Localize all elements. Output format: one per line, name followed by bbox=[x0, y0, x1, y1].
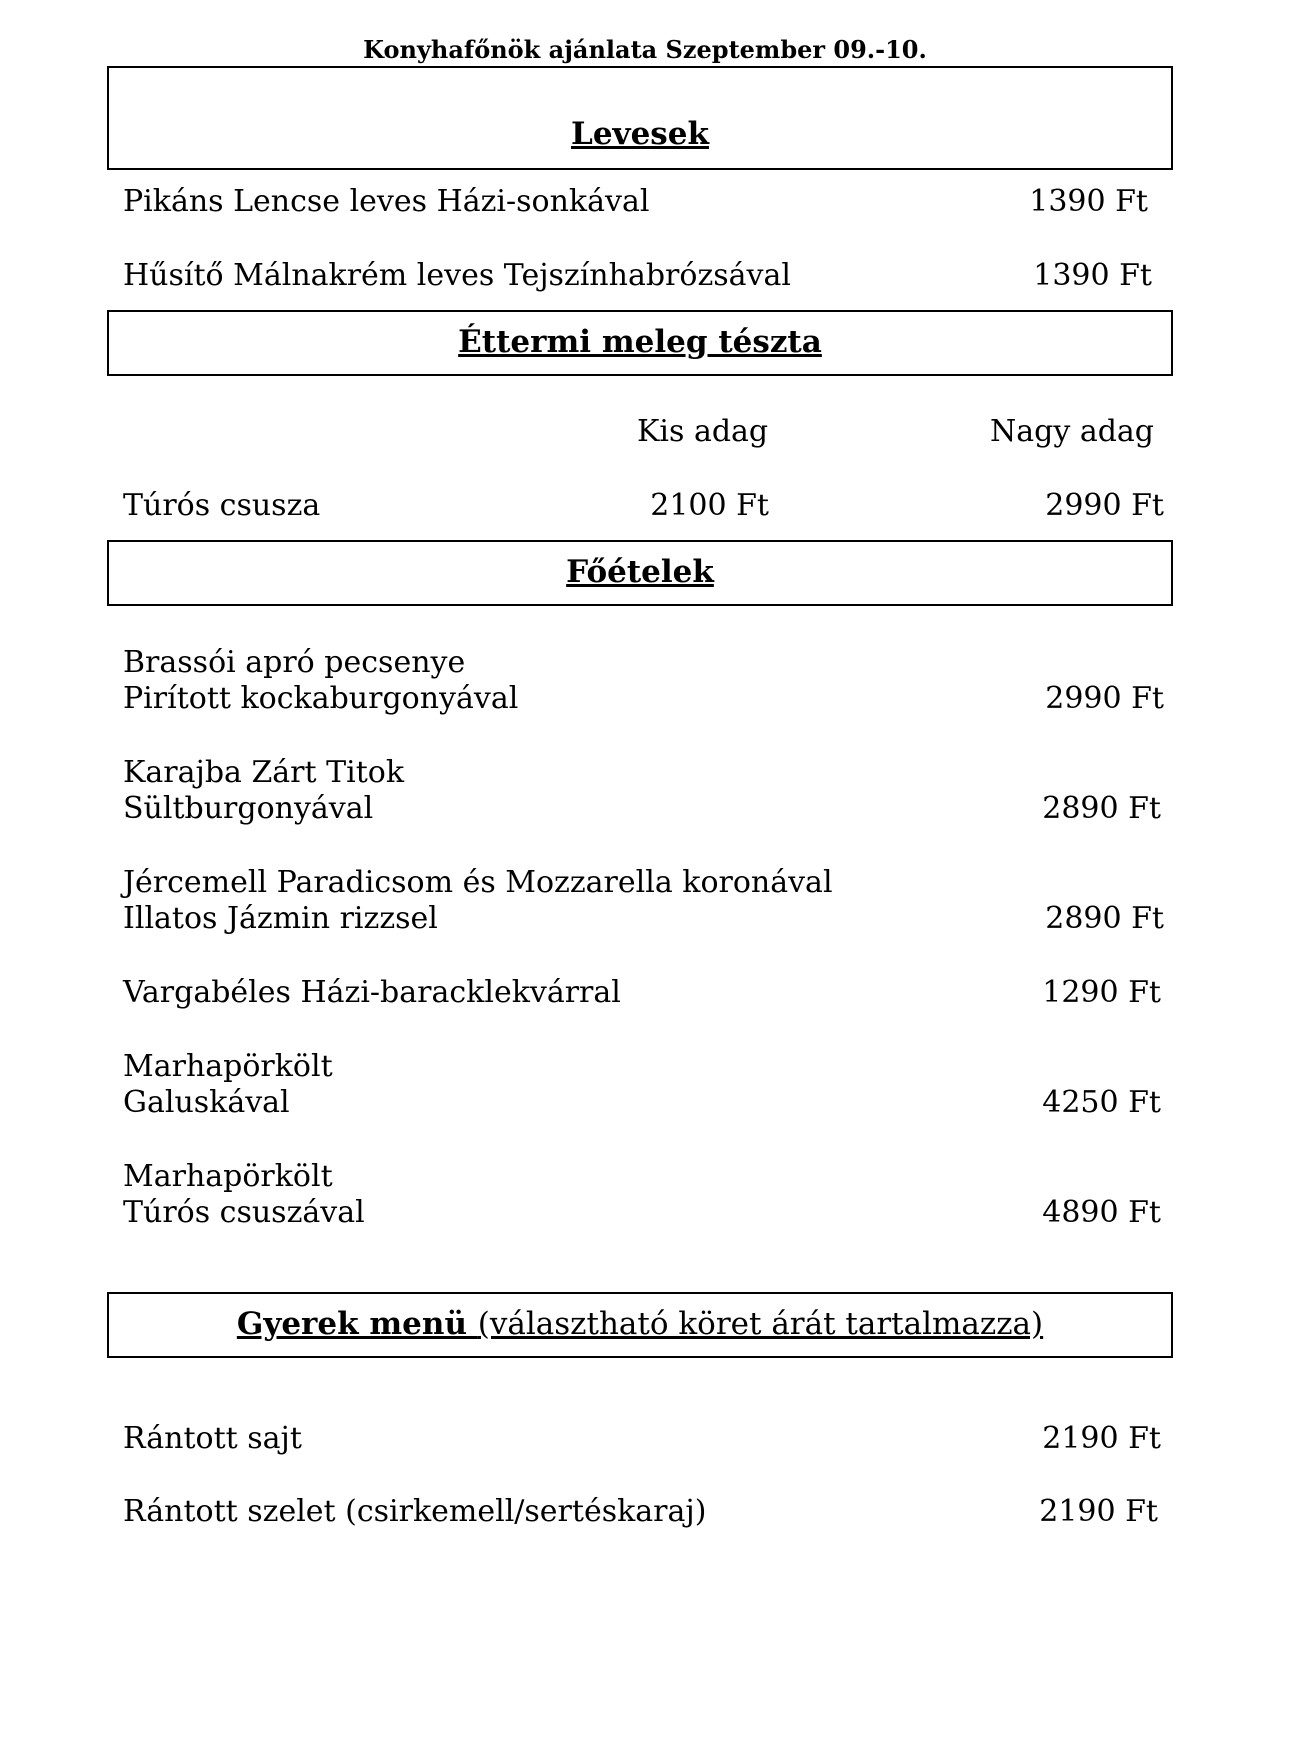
menu-item-name: Vargabéles Házi-baracklekvárral bbox=[123, 975, 621, 1010]
menu-item-name: Pikáns Lencse leves Házi-sonkával bbox=[123, 184, 650, 219]
menu-item-side: Pirított kockaburgonyával bbox=[123, 681, 519, 716]
section-header-kids bbox=[107, 1292, 1173, 1358]
section-header-soups bbox=[107, 66, 1173, 170]
page-title: Konyhafőnök ajánlata Szeptember 09.-10. bbox=[363, 35, 927, 64]
menu-item-price: 4250 Ft bbox=[1042, 1085, 1161, 1120]
menu-item-name: Brassói apró pecsenye bbox=[123, 645, 466, 680]
menu-item-price-large: 2990 Ft bbox=[1045, 488, 1164, 523]
column-header-small: Kis adag bbox=[637, 414, 769, 449]
menu-item-price: 2990 Ft bbox=[1045, 681, 1164, 716]
menu-item-price: 2890 Ft bbox=[1042, 791, 1161, 826]
menu-item-name: Rántott sajt bbox=[123, 1421, 302, 1456]
menu-item-price: 2890 Ft bbox=[1045, 901, 1164, 936]
menu-item-price-small: 2100 Ft bbox=[650, 488, 769, 523]
menu-item-side: Illatos Jázmin rizzsel bbox=[123, 901, 438, 936]
section-note-kids: (választható köret árát tartalmazza) bbox=[477, 1306, 1044, 1342]
menu-item-name: Jércemell Paradicsom és Mozzarella koronával bbox=[123, 865, 833, 900]
menu-item-price: 2190 Ft bbox=[1042, 1421, 1161, 1456]
section-heading-soups: Levesek bbox=[571, 116, 709, 152]
section-heading-mains: Főételek bbox=[566, 554, 714, 590]
section-heading-pasta: Éttermi meleg tészta bbox=[458, 324, 822, 360]
section-header-mains bbox=[107, 540, 1173, 606]
menu-item-side: Galuskával bbox=[123, 1085, 290, 1120]
section-heading-kids: Gyerek menü bbox=[236, 1306, 478, 1342]
menu-item-price: 2190 Ft bbox=[1039, 1494, 1158, 1529]
menu-item-price: 4890 Ft bbox=[1042, 1195, 1161, 1230]
menu-item-name: Hűsítő Málnakrém leves Tejszínhabrózsával bbox=[123, 258, 791, 293]
menu-item-name: Rántott szelet (csirkemell/sertéskaraj) bbox=[123, 1494, 707, 1529]
menu-item-price: 1390 Ft bbox=[1029, 184, 1148, 219]
section-header-pasta bbox=[107, 310, 1173, 376]
menu-item-side: Túrós csuszával bbox=[123, 1195, 365, 1230]
menu-item-name: Túrós csusza bbox=[123, 488, 321, 523]
menu-item-name: Marhapörkölt bbox=[123, 1049, 333, 1084]
menu-item-price: 1290 Ft bbox=[1042, 975, 1161, 1010]
menu-item-name: Marhapörkölt bbox=[123, 1159, 333, 1194]
menu-item-side: Sültburgonyával bbox=[123, 791, 374, 826]
menu-item-name: Karajba Zárt Titok bbox=[123, 755, 405, 790]
column-header-large: Nagy adag bbox=[990, 414, 1155, 449]
menu-item-price: 1390 Ft bbox=[1033, 258, 1152, 293]
